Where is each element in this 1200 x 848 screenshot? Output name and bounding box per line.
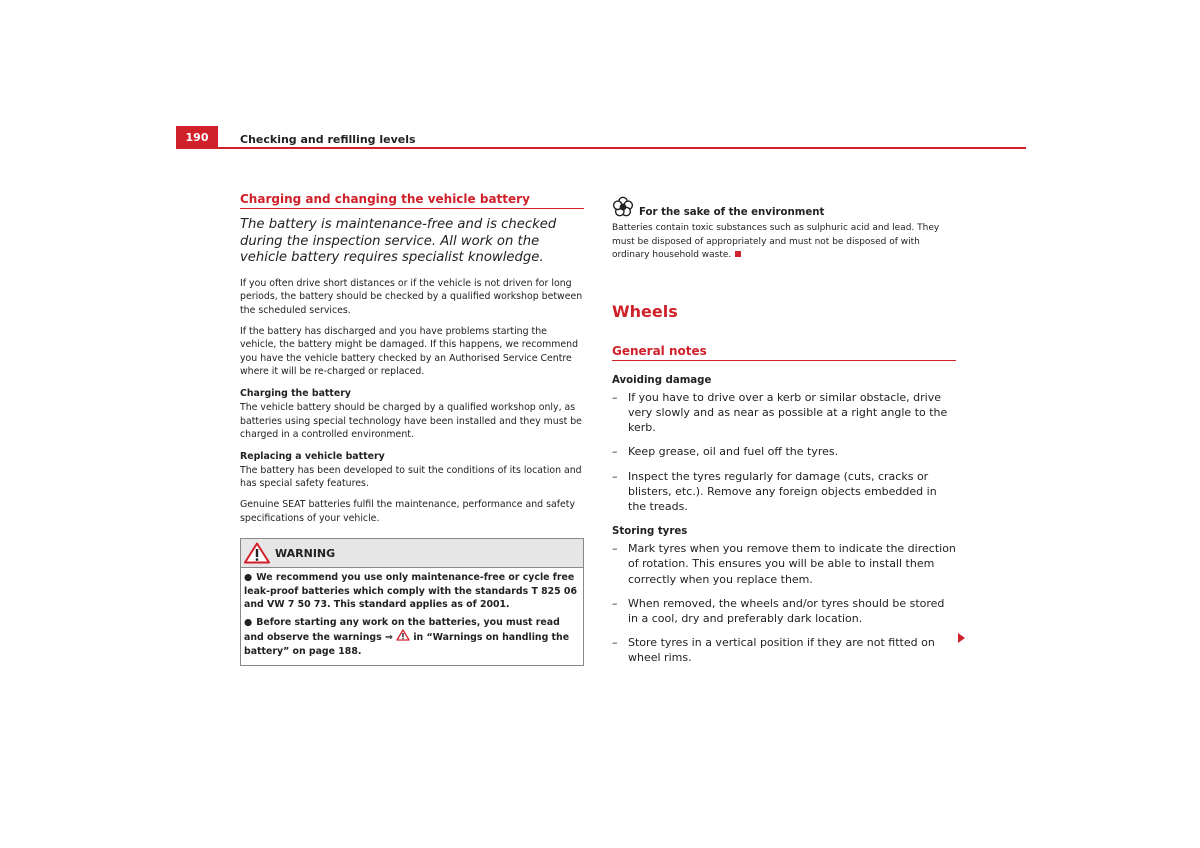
list-item-text: Keep grease, oil and fuel off the tyres. [628, 445, 839, 459]
right-column [612, 196, 956, 675]
warning-item [244, 616, 580, 659]
list-item [612, 635, 956, 665]
end-of-section-icon [735, 251, 741, 257]
list-item [612, 541, 956, 587]
paragraph-charging: The vehicle battery should be charged by a qualified workshop only, as batteries using special technology have been installed and they must be charged in a controlled environment. [240, 401, 582, 441]
warning-item [244, 571, 580, 612]
dash-bullet: – [612, 636, 618, 650]
paragraph-genuine: Genuine SEAT batteries fulfil the maintenance, performance and safety specifications of your vehicle. [240, 498, 576, 524]
section-title-battery: Charging and changing the vehicle battery [240, 192, 584, 209]
environment-text [612, 222, 956, 263]
heading-charging: Charging the battery [240, 387, 351, 399]
list-item-text: When removed, the wheels and/or tyres should be stored in a cool, dry and preferably dark location. [628, 596, 945, 626]
paragraph-1: If you often drive short distances or if the vehicle is not driven for long periods, the battery should be checked by a qualified workshop between the scheduled services. [240, 277, 583, 316]
warning-box [240, 538, 584, 666]
warning-triangle-icon [244, 542, 270, 564]
warning-item-text: Before starting any work on the batteries, you must read and observe the warnings [244, 616, 560, 644]
warning-reference-text[interactable]: in “Warnings on handling the battery” on page 188. [244, 632, 570, 658]
dash-bullet: – [612, 445, 618, 459]
continue-arrow-icon[interactable] [958, 633, 965, 643]
left-column [240, 192, 584, 666]
warning-body [241, 568, 583, 665]
warning-triangle-icon [396, 629, 410, 641]
list-item-text: Mark tyres when you remove them to indicate the direction of rotation. This ensures you will be able to install them correctly when you replace them. [628, 542, 956, 586]
list-item [612, 469, 956, 515]
environment-title: For the sake of the environment [639, 207, 825, 218]
heading-replacing: Replacing a vehicle battery [240, 450, 385, 462]
general-notes-title: General notes [612, 344, 956, 361]
paragraph-replacing: The battery has been developed to suit the conditions of its location and has special safety features. [240, 464, 582, 490]
page-number: 190 [176, 126, 218, 149]
chapter-title: Checking and refilling levels [240, 133, 416, 146]
list-item [612, 444, 956, 459]
dash-bullet: – [612, 542, 618, 556]
intro-text: The battery is maintenance-free and is checked during the inspection service. All work on the vehicle battery requires specialist knowledge. [240, 217, 557, 266]
warning-label: WARNING [275, 546, 336, 560]
reference-arrow: ⇒ [384, 632, 393, 644]
flower-icon [612, 196, 634, 218]
environment-text-content: Batteries contain toxic substances such as sulphuric acid and lead. They must be disposed of appropriately and must not be disposed of with ordinary household waste. [612, 223, 940, 261]
paragraph-2: If the battery has discharged and you have problems starting the vehicle, the battery might be damaged. If this happens, we recommend you have the vehicle battery checked by an Authorised Service Centre where it will be re-charged or replaced. [240, 325, 579, 378]
warning-item-text: We recommend you use only maintenance-free or cycle free leak-proof batteries which comply with the standards T 825 06 and VW 7 50 73. This standard applies as of 2001. [244, 572, 577, 611]
dash-bullet: – [612, 596, 618, 610]
dash-bullet: – [612, 390, 618, 404]
list-item-text: Store tyres in a vertical position if they are not fitted on wheel rims. [628, 636, 935, 665]
wheels-title: Wheels [612, 301, 678, 321]
heading-storing-tyres: Storing tyres [612, 526, 688, 538]
heading-avoiding-damage: Avoiding damage [612, 374, 712, 386]
warning-header [241, 539, 583, 568]
list-item [612, 390, 956, 436]
bullet-icon: ● [244, 572, 253, 584]
header-divider [218, 147, 1026, 149]
environment-header [612, 196, 956, 218]
list-item-text: Inspect the tyres regularly for damage (cuts, cracks or blisters, etc.). Remove any foreign objects embedded in the treads. [628, 469, 937, 513]
list-item [612, 596, 956, 626]
bullet-icon: ● [244, 616, 253, 628]
dash-bullet: – [612, 469, 618, 483]
list-item-text: If you have to drive over a kerb or similar obstacle, drive very slowly and as near as possible at a right angle to the kerb. [628, 390, 948, 435]
